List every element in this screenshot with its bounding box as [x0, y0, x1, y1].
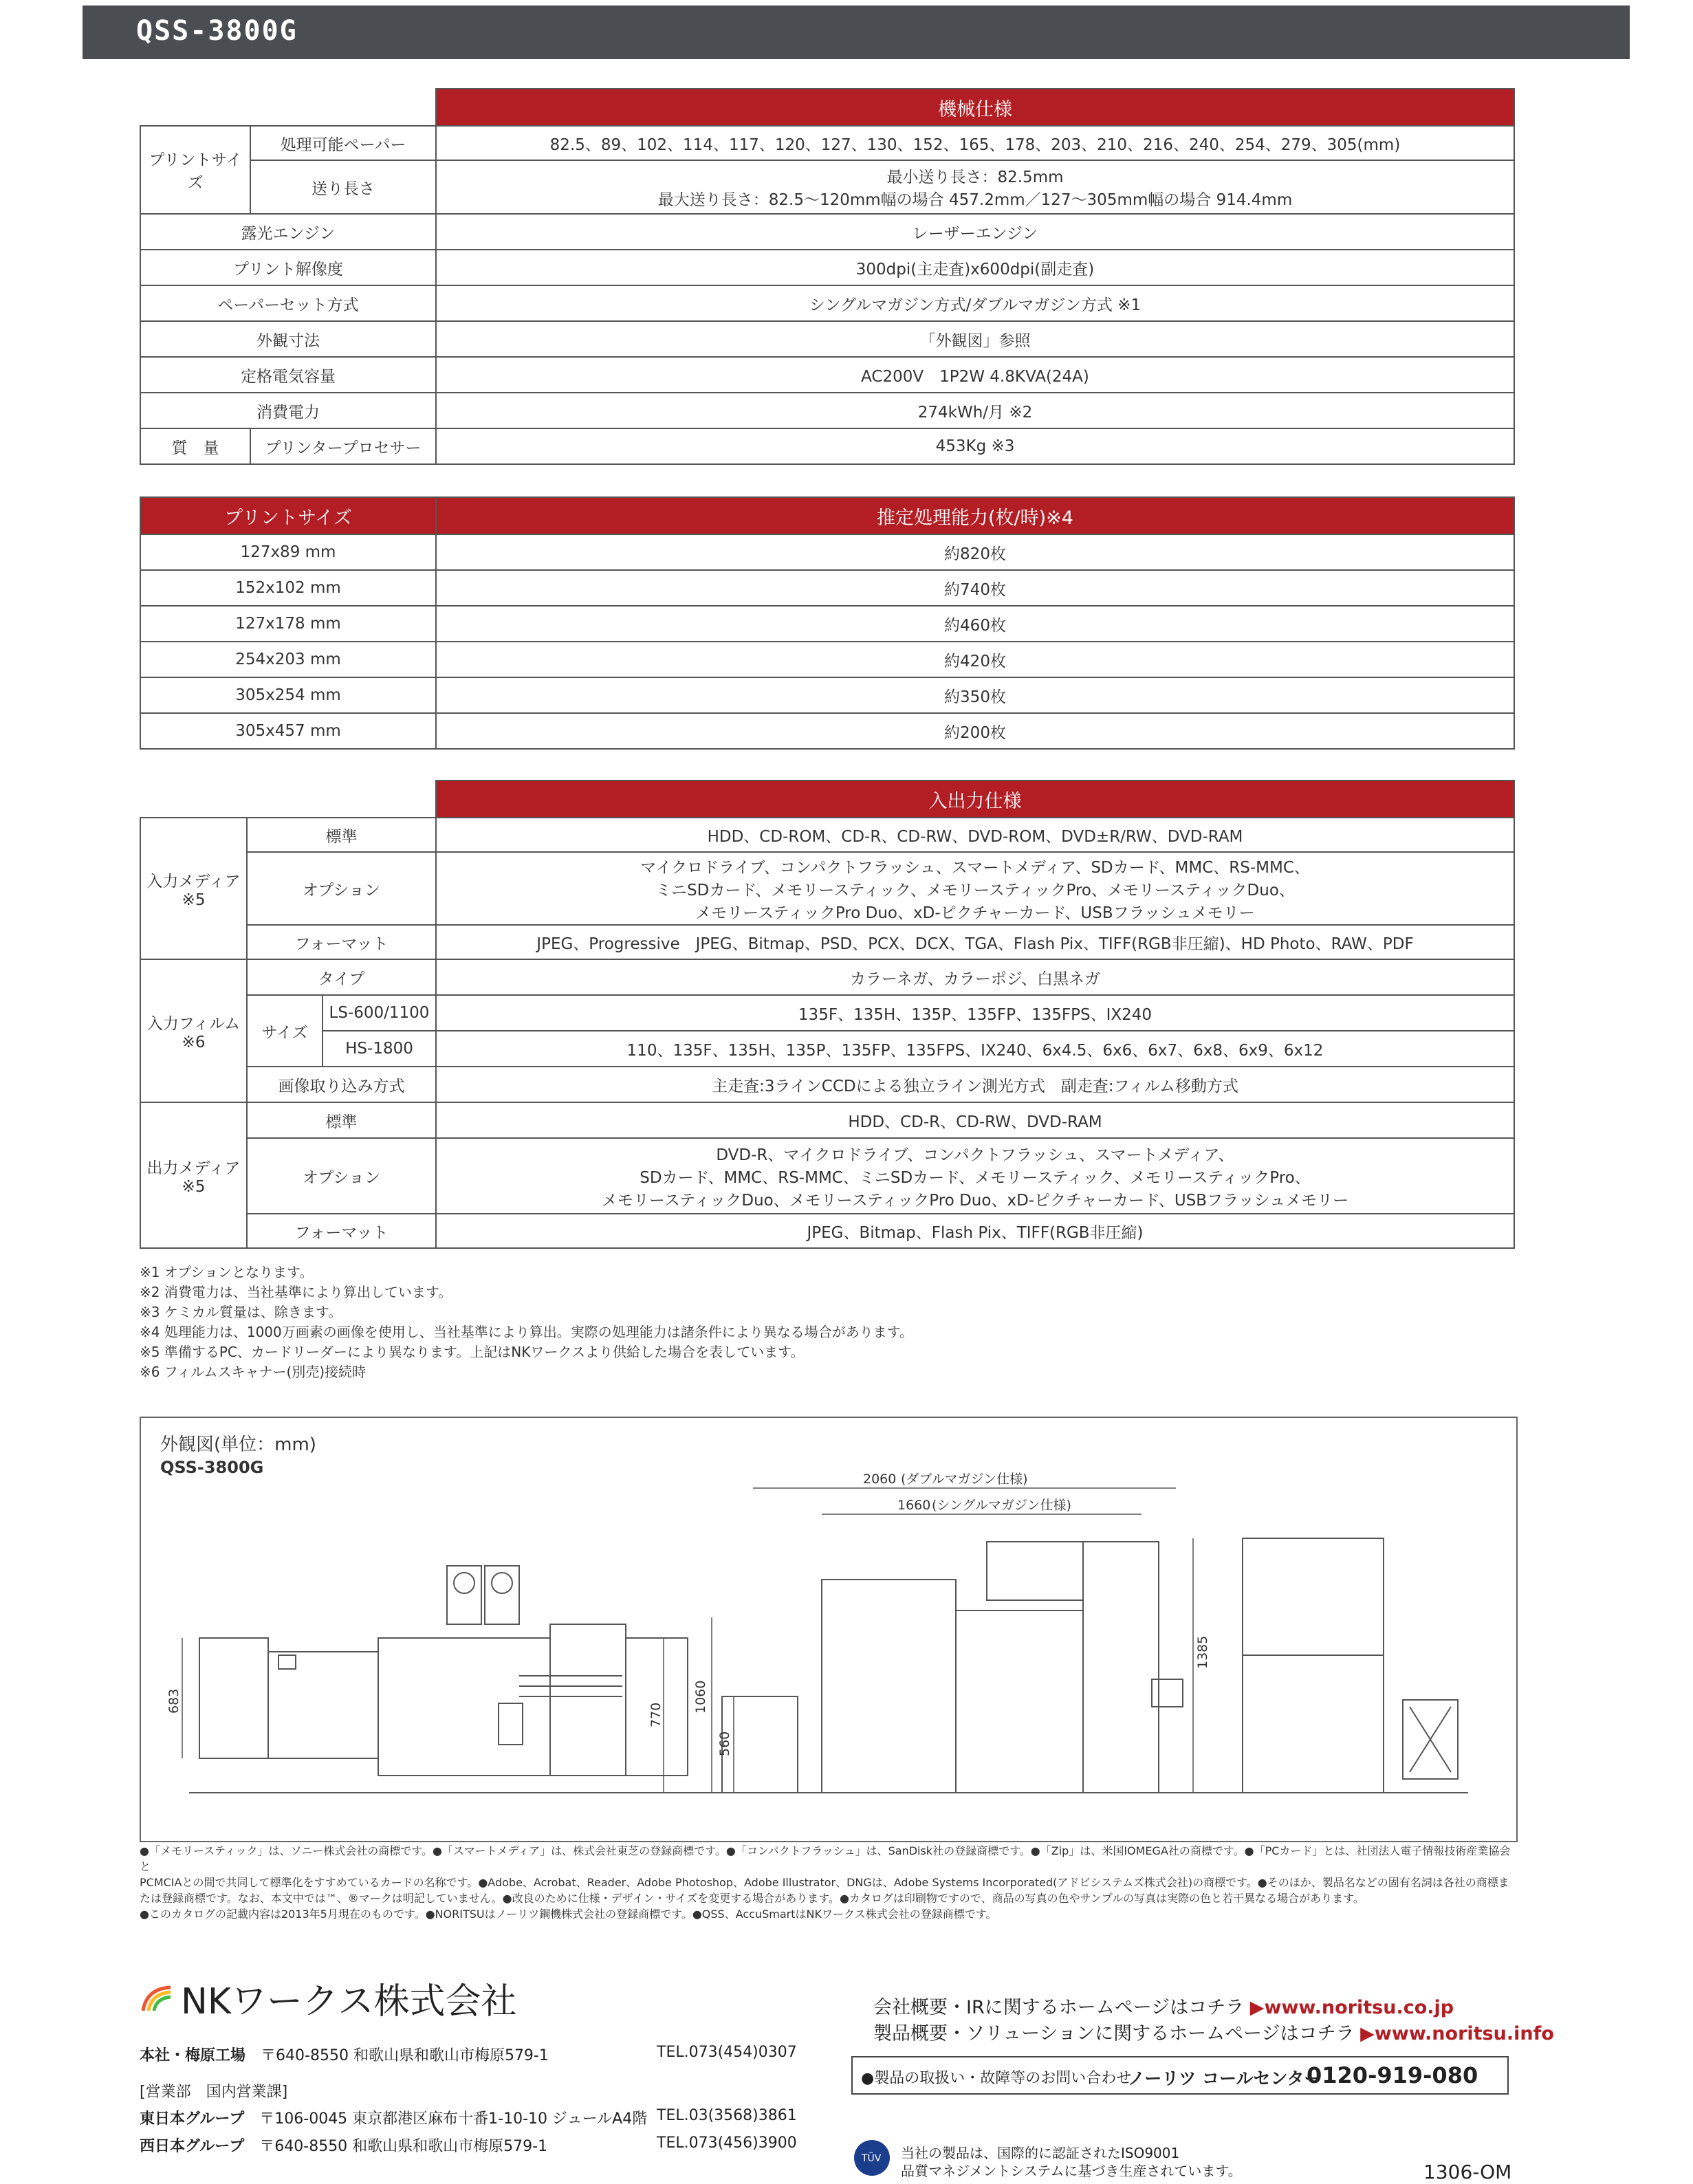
std-label: 標準	[247, 1102, 436, 1138]
svg-text:TÜV: TÜV	[862, 2153, 882, 2164]
machine-spec-table	[140, 88, 1515, 465]
spec-row-label: 消費電力	[140, 393, 436, 428]
company-logo	[140, 1972, 516, 2024]
feed-label: 送り長さ	[250, 160, 436, 214]
dim-560: 560	[717, 1731, 732, 1756]
web-link-ir[interactable]: 会社概要・IRに関するホームページはコチラ ▶www.noritsu.co.jp	[873, 1997, 1454, 2018]
spec-row-label: ペーパーセット方式	[140, 285, 436, 321]
hs-label: HS-1800	[323, 1031, 436, 1067]
spec-row-value: AC200V 1P2W 4.8KVA(24A)	[436, 357, 1514, 393]
call-center-box	[851, 2056, 1509, 2095]
type-label: タイプ	[247, 959, 436, 995]
dim-1660-note: (シングルマガジン仕様)	[932, 1498, 1071, 1513]
table-row: 152x102 mm 約740枚	[140, 570, 1514, 606]
footnotes: ※1 オプションとなります。 ※2 消費電力は、当社基準により算出しています。 ※3 ケミカル質量は、除きます。 ※4 処理能力は、1000万画素の画像を使用し、当社基準により算出。実際の処理能力は諸条件により異なる場合があります。 ※5 準備するPC、カードリーダーにより異なります。上記はNKワークスより供給した場合を表しています。 ※6 フィルムスキャナー(別売)接続時	[140, 1264, 914, 1380]
mass-value: 453Kg ※3	[436, 428, 1514, 464]
fmt-label: フォーマット	[247, 1214, 436, 1248]
opt-label: オプション	[247, 1138, 436, 1214]
paper-value: 82.5、89、102、114、117、120、127、130、152、165、178、203、210、216、240、254、279、305(mm)	[436, 126, 1514, 160]
table-row: 305x457 mm 約200枚	[140, 713, 1514, 749]
out-fmt-value: JPEG、Bitmap、Flash Pix、TIFF(RGB非圧縮)	[436, 1214, 1514, 1248]
iso-note: 当社の製品は、国際的に認証されたISO9001 品質マネジメントシステムに基づき生産されています。	[901, 2145, 1242, 2179]
rainbow-logo-icon	[140, 1985, 174, 2012]
scan-label: 画像取り込み方式	[247, 1067, 436, 1102]
drawing-title: 外観図(単位：mm)	[160, 1434, 316, 1455]
hs-value: 110、135F、135H、135P、135FP、135FPS、IX240、6x4.5、6x6、6x7、6x8、6x9、6x12	[436, 1031, 1514, 1067]
scan-value: 主走査:3ラインCCDによる独立ライン測光方式 副走査:フィルム移動方式	[436, 1067, 1514, 1102]
std-label: 標準	[247, 818, 436, 852]
call-center: ノーリツ コールセンター	[1128, 2068, 1322, 2088]
spec-row-value: 「外観図」参照	[436, 321, 1514, 357]
dim-2060-note: (ダブルマガジン仕様)	[901, 1472, 1028, 1487]
hq-tel: TEL.073(454)0307	[657, 2044, 797, 2061]
east-tel: TEL.03(3568)3861	[657, 2107, 797, 2124]
machine-spec-title: 機械仕様	[436, 89, 1514, 126]
capacity-col1: プリントサイズ	[140, 497, 436, 534]
west-address: 西日本グループ 〒640-8550 和歌山県和歌山市梅原579-1	[140, 2138, 548, 2155]
table-row: 127x178 mm 約460枚	[140, 606, 1514, 642]
dim-683: 683	[166, 1688, 182, 1714]
east-address: 東日本グループ 〒106-0045 東京都港区麻布十番1-10-10 ジュールA4階	[140, 2110, 648, 2128]
input-film-label: 入力フィルム ※6	[140, 959, 247, 1102]
feed-value: 最小送り長さ：82.5mm 最大送り長さ：82.5～120mm幅の場合 457.2mm／127～305mm幅の場合 914.4mm	[436, 160, 1514, 214]
spec-row-value: レーザーエンジン	[436, 214, 1514, 250]
dim-1060: 1060	[693, 1680, 708, 1714]
spec-row-label: 外観寸法	[140, 321, 436, 357]
out-std-value: HDD、CD-R、CD-RW、DVD-RAM	[436, 1102, 1514, 1138]
paper-label: 処理可能ペーパー	[250, 126, 436, 160]
in-std-value: HDD、CD-ROM、CD-R、CD-RW、DVD-ROM、DVD±R/RW、DVD-RAM	[436, 818, 1514, 852]
table-row: 305x254 mm 約350枚	[140, 677, 1514, 713]
ls-value: 135F、135H、135P、135FP、135FPS、IX240	[436, 995, 1514, 1031]
output-media-label: 出力メディア ※5	[140, 1102, 247, 1248]
spec-row-label: 露光エンジン	[140, 214, 436, 250]
dim-2060: 2060	[863, 1472, 897, 1487]
sales-label: [営業部 国内営業課]	[140, 2084, 288, 2101]
dim-770: 770	[648, 1702, 664, 1727]
type-value: カラーネガ、カラーポジ、白黒ネガ	[436, 959, 1514, 995]
web-link-product[interactable]: 製品概要・ソリューションに関するホームページはコチラ ▶www.noritsu.info	[873, 2023, 1554, 2044]
capacity-col2: 推定処理能力(枚/時)※4	[436, 497, 1514, 534]
dimension-drawing	[140, 1417, 1518, 1842]
in-opt-value: マイクロドライブ、コンパクトフラッシュ、スマートメディア、SDカード、MMC、RS-MMC、 ミニSDカード、メモリースティック、メモリースティックPro、メモリースティックDuo、 メモリースティックPro Duo、xD-ピクチャーカード、USBフラッシュメモリー	[436, 852, 1514, 925]
mass-label: 質 量	[140, 428, 250, 464]
model-name: QSS-3800G	[136, 15, 298, 47]
header-bar	[83, 6, 1630, 59]
input-media-label: 入力メディア ※5	[140, 818, 247, 959]
spec-row-label: 定格電気容量	[140, 357, 436, 393]
call-number: 0120-919-080	[1307, 2062, 1478, 2088]
catalog-code: 1306-OM	[1423, 2161, 1512, 2183]
io-spec-table	[140, 780, 1515, 1249]
table-row: 127x89 mm 約820枚	[140, 534, 1514, 570]
in-fmt-value: JPEG、Progressive JPEG、Bitmap、PSD、PCX、DCX、TGA、Flash Pix、TIFF(RGB非圧縮)、HD Photo、RAW、PDF	[436, 925, 1514, 959]
dim-1385: 1385	[1195, 1635, 1210, 1669]
dim-1660: 1660	[897, 1498, 931, 1513]
company-name: NKワークス株式会社	[181, 1981, 517, 2022]
print-size-label: プリントサイズ	[140, 126, 250, 214]
spec-row-value: 300dpi(主走査)x600dpi(副走査)	[436, 250, 1514, 285]
spec-row-value: シングルマガジン方式/ダブルマガジン方式 ※1	[436, 285, 1514, 321]
call-label: ●製品の取扱い・故障等のお問い合わせ	[861, 2070, 1132, 2087]
west-tel: TEL.073(456)3900	[657, 2134, 797, 2152]
fmt-label: フォーマット	[247, 925, 436, 959]
capacity-table	[140, 496, 1515, 750]
drawing-model: QSS-3800G	[160, 1458, 264, 1477]
hq-address: 本社・梅原工場 〒640-8550 和歌山県和歌山市梅原579-1	[140, 2047, 549, 2064]
ls-label: LS-600/1100	[323, 995, 436, 1031]
machine-drawing-svg	[141, 1418, 1516, 1841]
table-row: 254x203 mm 約420枚	[140, 642, 1514, 677]
mass-sub: プリンタープロセサー	[250, 428, 436, 464]
spec-row-label: プリント解像度	[140, 250, 436, 285]
size-label: サイズ	[247, 995, 323, 1067]
out-opt-value: DVD-R、マイクロドライブ、コンパクトフラッシュ、スマートメディア、 SDカード、MMC、RS-MMC、ミニSDカード、メモリースティック、メモリースティックPro、 メモリースティックDuo、メモリースティックPro Duo、xD-ピクチャーカード、USBフラッシュメモリー	[436, 1138, 1514, 1214]
tuv-badge-icon	[853, 2139, 891, 2177]
io-title: 入出力仕様	[436, 780, 1514, 818]
spec-row-value: 274kWh/月 ※2	[436, 393, 1514, 428]
opt-label: オプション	[247, 852, 436, 925]
trademark-notes: ●「メモリースティック」は、ソニー株式会社の商標です。●「スマートメディア」は、株式会社東芝の登録商標です。●「コンパクトフラッシュ」は、SanDisk社の登録商標です。●「Zip」は、米国IOMEGA社の商標です。●「PCカード」とは、社団法人電子情報技術産業協会と PCMCIAとの間で共同して標準化をすすめているカードの名称です。●Adobe、Acrobat、Reader、Adobe Photoshop、Adobe Illustrator、DNGは、Adobe Systems Incorporated(アドビシステムズ株式会社)の商標です。●そのほか、製品名などの固有名詞は各社の商標ま たは登録商標です。なお、本文中では™、®マークは明記していません。●改良のために仕様・デザイン・サイズを変更する場合があります。●カタログは印刷物ですので、商品の写真の色やサンプルの写真は実際の色と若干異なる場合があります。 ●このカタログの記載内容は2013年5月現在のものです。●NORITSUはノーリツ鋼機株式会社の登録商標です。●QSS、AccuSmartはNKワークス株式会社の登録商標です。	[140, 1844, 1511, 1921]
